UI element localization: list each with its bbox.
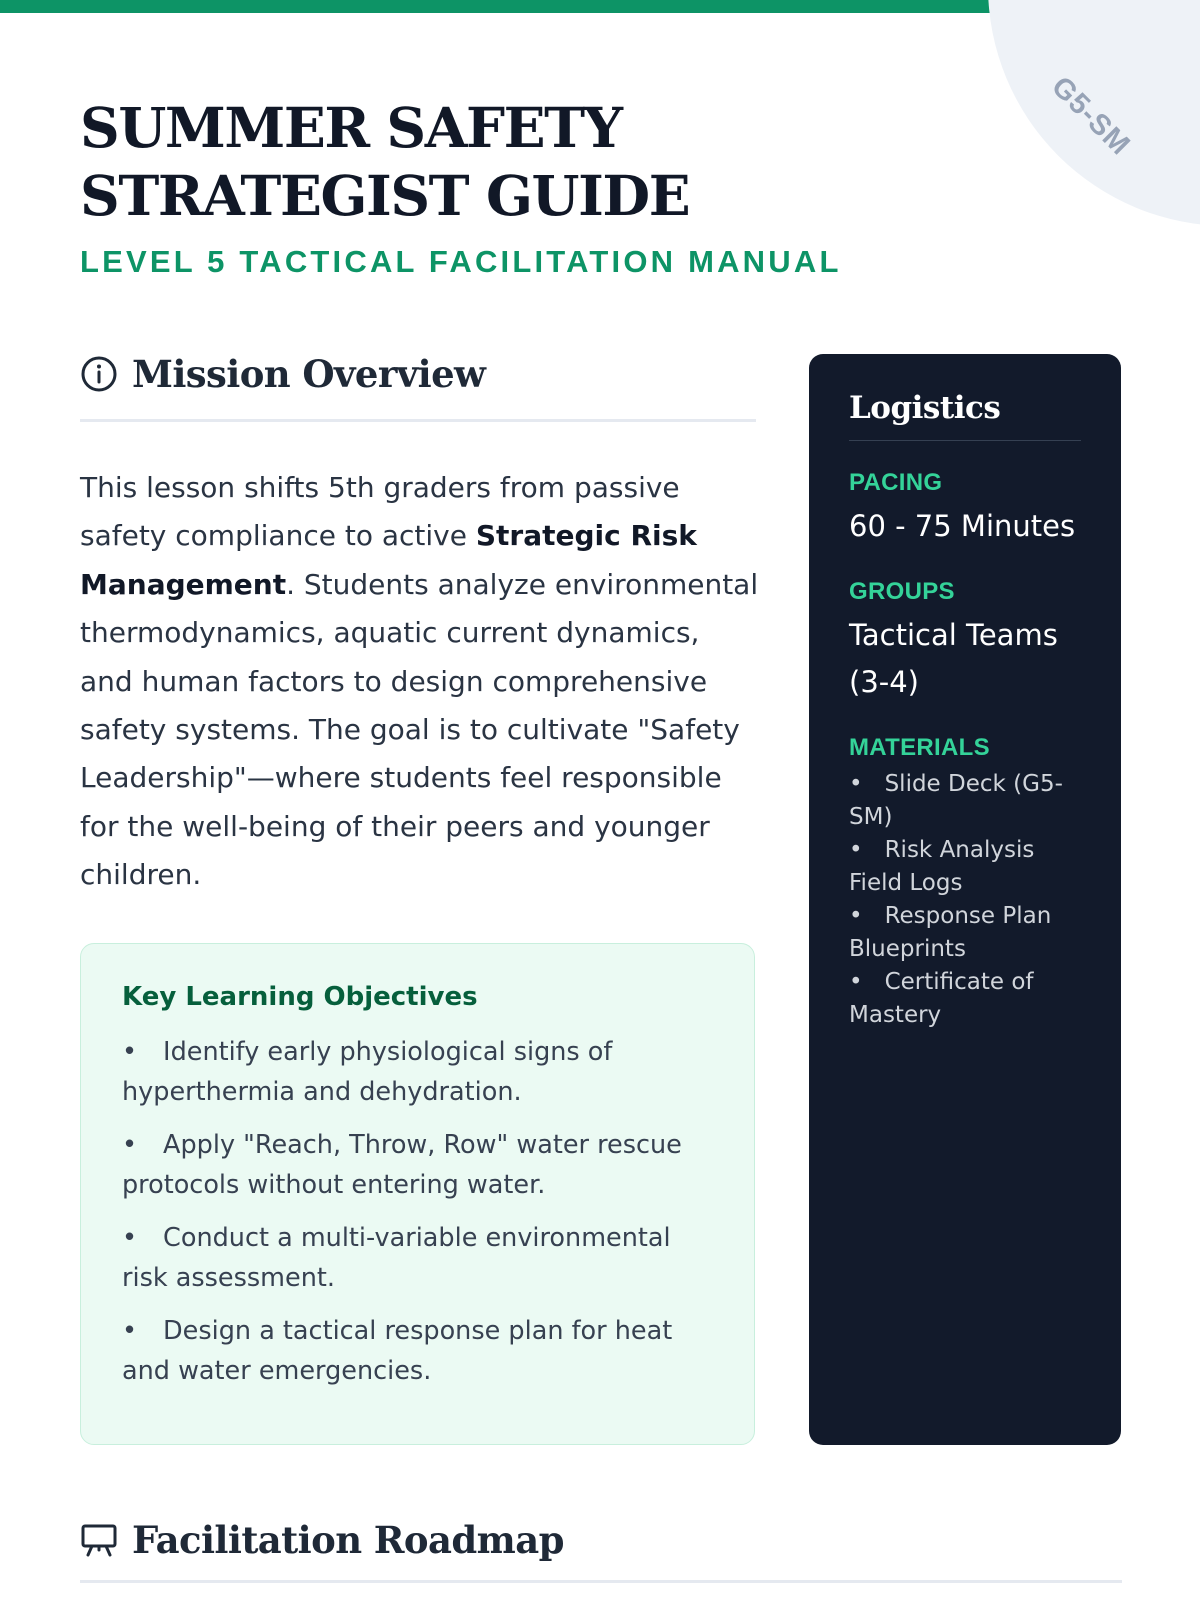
learning-objectives-card: [80, 943, 755, 1445]
objectives-heading: Key Learning Objectives: [122, 982, 478, 1012]
objective-text: Apply "Reach, Throw, Row" water rescue protocols without entering water.: [122, 1130, 682, 1200]
objective-text: Design a tactical response plan for heat and water emergencies.: [122, 1316, 673, 1386]
material-item: [849, 966, 1081, 1032]
bullet-icon: •: [849, 837, 863, 863]
material-item: [849, 834, 1081, 900]
overview-text-start: This lesson shifts 5th graders from passive safety compliance to active: [80, 471, 680, 553]
material-text: Certificate of Mastery: [849, 969, 1034, 1028]
presentation-icon: [80, 1521, 118, 1559]
material-item: [849, 900, 1081, 966]
objective-item: [122, 1032, 724, 1112]
material-item: [849, 768, 1081, 834]
pacing-label: PACING: [849, 469, 943, 496]
objective-item: [122, 1218, 724, 1298]
bullet-icon: •: [122, 1037, 138, 1067]
page-subtitle: LEVEL 5 TACTICAL FACILITATION MANUAL: [80, 244, 842, 279]
mission-overview-paragraph: [80, 464, 760, 900]
facilitation-roadmap-heading: [80, 1518, 564, 1562]
objective-text: Conduct a multi-variable environmental risk assessment.: [122, 1223, 671, 1293]
overview-text-end: . Students analyze environmental thermodynamics, aquatic current dynamics, and human factors to design comprehensive safety systems. The goal is to cultivate "Safety Leadership"—where students feel responsible for the well-being of their peers and younger children.: [80, 567, 759, 892]
page-title: SUMMER SAFETY STRATEGIST GUIDE: [80, 95, 690, 228]
material-text: Risk Analysis Field Logs: [849, 837, 1035, 896]
bullet-icon: •: [122, 1223, 138, 1253]
logistics-heading: Logistics: [849, 390, 1081, 441]
info-circle-icon: [80, 355, 118, 393]
mission-overview-heading: [80, 352, 485, 396]
bullet-icon: •: [122, 1130, 138, 1160]
logistics-panel: [809, 354, 1121, 1445]
mission-overview-title: Mission Overview: [132, 352, 486, 396]
bullet-icon: •: [849, 771, 863, 797]
groups-value: Tactical Teams (3-4): [849, 618, 1058, 699]
facilitation-roadmap-title: Facilitation Roadmap: [132, 1518, 564, 1562]
pacing-value: 60 - 75 Minutes: [849, 509, 1076, 543]
roadmap-divider: [80, 1580, 1122, 1583]
groups-label: GROUPS: [849, 578, 955, 605]
objective-item: [122, 1125, 724, 1205]
overview-text-bold: Strategic Risk Management: [80, 519, 697, 601]
bullet-icon: •: [122, 1316, 138, 1346]
material-text: Slide Deck (G5-SM): [849, 771, 1063, 830]
corner-code-label: G5-SM: [1045, 70, 1137, 162]
material-text: Response Plan Blueprints: [849, 903, 1052, 962]
mission-overview-divider: [80, 419, 756, 422]
bullet-icon: •: [849, 969, 863, 995]
materials-list: [849, 768, 1081, 1032]
objective-item: [122, 1311, 724, 1391]
materials-label: MATERIALS: [849, 734, 990, 761]
bullet-icon: •: [849, 903, 863, 929]
objectives-list: [122, 1032, 724, 1391]
objective-text: Identify early physiological signs of hyperthermia and dehydration.: [122, 1037, 613, 1107]
